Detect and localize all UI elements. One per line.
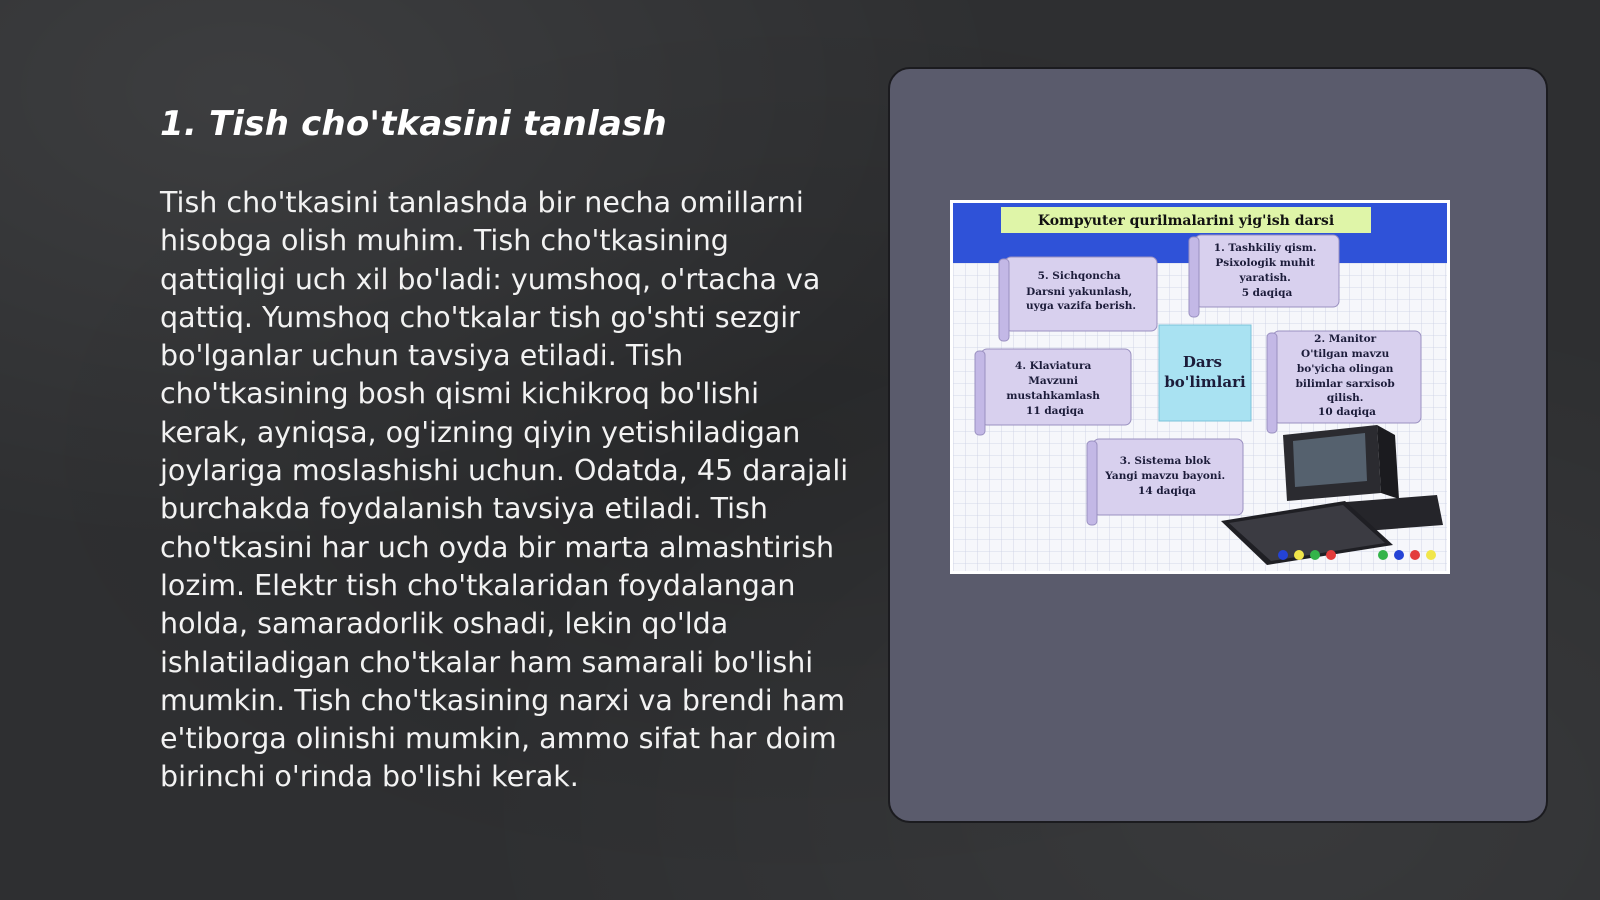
image-header-text: Kompyuter qurilmalarini yig'ish darsi <box>1037 213 1335 229</box>
svg-text:Dars bo'limlari: Dars bo'limlari <box>1164 353 1246 391</box>
svg-text:2. Manitor O'tilgan ma: 2. Manitor O'tilgan mavzu bo'yicha olingan bilimlar sarxisob qilish. 10 daqiqa <box>1295 333 1395 418</box>
scroll-3 <box>1087 439 1243 525</box>
lesson-diagram-image <box>950 200 1450 574</box>
svg-text:4. Klaviatura Mavzuni: 4. Klaviatura Mavzuni mustahkamlash 11 daqiqa <box>1006 360 1100 417</box>
svg-text:1. Tashkiliy qism. Psi: 1. Tashkiliy qism. Psixologik muhit yaratish. 5 daqiqa <box>1213 242 1317 299</box>
slide-title: 1. Tish cho'tkasini tanlash <box>160 104 667 144</box>
slide-body-text: Tish cho'tkasini tanlashda bir necha omillarni hisobga olish muhim. Tish cho'tkasining qattiqligi uch xil bo'ladi: yumshoq, o'rtacha va qattiq. Yumshoq cho'tkalar tish go'shti sezgir bo'lganlar uchun tavsiya etiladi. Tish cho'tkasining bosh qismi kichikroq bo'lishi kerak, ayniqsa, og'izning qiyin yetishiladigan joylariga moslashishi uchun. Odatda, 45 darajali burchakda foydalanish tavsiya etiladi. Tish cho'tkasini har uch oyda bir marta almashtirish lozim. Elektr tish cho'tkalaridan foydalangan holda, samaradorlik oshadi, lekin qo'lda ishlatiladigan cho'tkalar ham samarali bo'lishi mumkin. Tish cho'tkasining narxi va brendi ham e'tiborga olinishi mumkin, ammo sifat har doim birinchi o'rinda bo'lishi kerak. <box>160 186 849 794</box>
svg-text:5. Sichqoncha Darsni: 5. Sichqoncha Darsni yakunlash, uyga vazifa berish. <box>1025 270 1137 312</box>
center-box <box>1159 325 1251 421</box>
svg-text:3. Sistema blok Yangi: 3. Sistema blok Yangi mavzu bayoni. 14 daqiqa <box>1105 455 1226 497</box>
scroll-5 <box>999 257 1157 341</box>
scroll-2 <box>1267 331 1421 433</box>
scroll-1 <box>1189 235 1339 317</box>
scroll-4 <box>975 349 1131 435</box>
